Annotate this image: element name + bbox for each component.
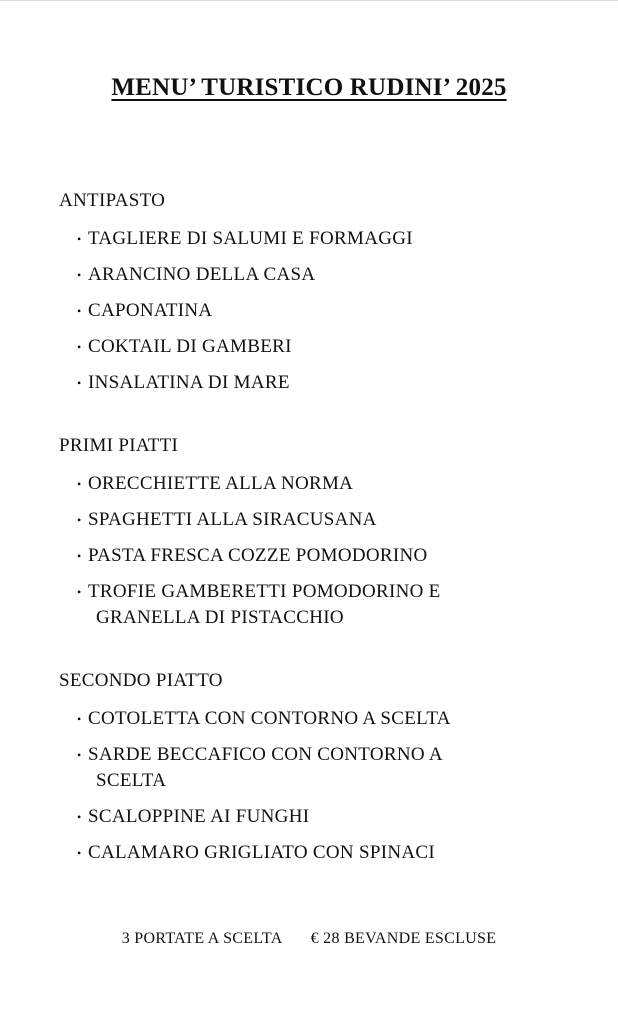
list-item: • CAPONATINA: [77, 298, 599, 324]
dish-list: [59, 706, 599, 866]
bullet-icon: •: [77, 810, 82, 824]
bullet-icon: •: [77, 232, 82, 246]
bullet-icon: •: [77, 712, 82, 726]
dish-list: [59, 471, 599, 631]
list-item: • COTOLETTA CON CONTORNO A SCELTA: [77, 706, 599, 732]
list-item: • SCALOPPINE AI FUNGHI: [77, 804, 599, 830]
bullet-icon: •: [77, 376, 82, 390]
bullet-icon: •: [77, 340, 82, 354]
bullet-icon: •: [77, 846, 82, 860]
bullet-icon: •: [77, 585, 82, 599]
bullet-icon: •: [77, 268, 82, 282]
list-item: • SPAGHETTI ALLA SIRACUSANA: [77, 507, 599, 533]
menu-footer: [0, 930, 618, 948]
section-title: ANTIPASTO: [59, 190, 166, 211]
section-antipasto: [59, 190, 599, 406]
section-title: SECONDO PIATTO: [59, 670, 223, 691]
list-item: • ORECCHIETTE ALLA NORMA: [77, 471, 599, 497]
bullet-icon: •: [77, 513, 82, 527]
list-item: • TAGLIERE DI SALUMI E FORMAGGI: [77, 226, 599, 252]
bullet-icon: •: [77, 748, 82, 762]
list-item: • INSALATINA DI MARE: [77, 370, 599, 396]
dish-list: [59, 226, 599, 396]
price-note: € 28 BEVANDE ESCLUSE: [310, 930, 497, 947]
bullet-icon: •: [77, 477, 82, 491]
list-item: • COKTAIL DI GAMBERI: [77, 334, 599, 360]
list-item: • TROFIE GAMBERETTI POMODORINO E GRANELLA DI PISTACCHIO: [77, 581, 441, 628]
section-title: PRIMI PIATTI: [59, 435, 179, 456]
menu-title: MENU’ TURISTICO RUDINI’ 2025: [111, 74, 507, 101]
section-secondo-piatto: [59, 670, 599, 876]
courses-note: 3 PORTATE A SCELTA: [121, 930, 283, 947]
list-item: • PASTA FRESCA COZZE POMODORINO: [77, 543, 599, 569]
top-divider: [0, 0, 618, 1]
list-item: • SARDE BECCAFICO CON CONTORNO A SCELTA: [77, 744, 443, 791]
section-primi-piatti: [59, 435, 599, 641]
bullet-icon: •: [77, 304, 82, 318]
bullet-icon: •: [77, 549, 82, 563]
list-item: • ARANCINO DELLA CASA: [77, 262, 599, 288]
list-item: • CALAMARO GRIGLIATO CON SPINACI: [77, 840, 599, 866]
